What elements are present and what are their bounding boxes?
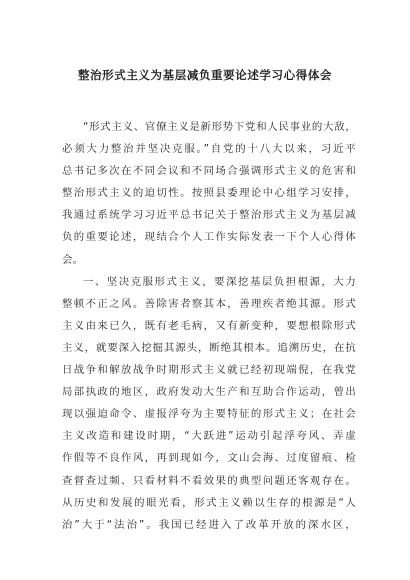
text-line: 局部执政的地区，政府发动大生产和互助合作运动，曾出 xyxy=(62,386,356,399)
text-line: 总书记多次在不同会议和不同场合强调形式主义的危害和 xyxy=(62,165,356,178)
text-line: 整顿不正之风。善除害者察其本，善理疾者绝其源。形式 xyxy=(62,297,356,310)
text-line: 一、坚决克服形式主义，要深挖基层负担根源，大力 xyxy=(83,275,356,288)
text-line: 我通过系统学习习近平总书记关于整治形式主义为基层减 xyxy=(62,209,356,222)
paragraph-section-one xyxy=(62,271,356,536)
text-line: 查督查过频、只看材料不看效果的典型问题还客观存在。 xyxy=(62,474,356,487)
document-body xyxy=(62,116,356,536)
text-line: 主义由来已久，既有老毛病，又有新变种，要想根除形式 xyxy=(62,319,356,332)
text-line: 作假等不良作风，再到现如今，文山会海、过度留痕、检 xyxy=(62,452,356,465)
text-line: 现以强迫命令、虚报浮夸为主要特征的形式主义；在社会 xyxy=(62,408,356,421)
paragraph-intro xyxy=(62,116,356,271)
text-line: 日战争和解放战争时期形式主义就已经初现端倪，在我党 xyxy=(62,364,356,377)
text-line: “形式主义、官僚主义是新形势下党和人民事业的大敌， xyxy=(83,121,356,133)
text-line: 负的重要论述，现结合个人工作实际发表一下个人心得体 xyxy=(62,231,356,244)
text-line: 会。 xyxy=(62,253,84,266)
text-line: 治”大于“法治”。我国已经进入了改革开放的深水区， xyxy=(62,518,356,531)
document-title: 整治形式主义为基层减负重要论述学习心得体会 xyxy=(77,68,333,82)
text-line: 主义改造和建设时期，“大跃进”运动引起浮夸风、弄虚 xyxy=(62,430,356,443)
text-line: 从历史和发展的眼光看，形式主义赖以生存的根源是“人 xyxy=(62,496,356,509)
text-line: 必须大力整治并坚决克服。”自党的十八大以来，习近平 xyxy=(62,143,356,156)
text-line: 整治形式主义的迫切性。按照县委理论中心组学习安排， xyxy=(62,187,356,200)
text-line: 主义，就要深入挖掘其源头，断绝其根本。追溯历史，在抗 xyxy=(62,341,356,354)
